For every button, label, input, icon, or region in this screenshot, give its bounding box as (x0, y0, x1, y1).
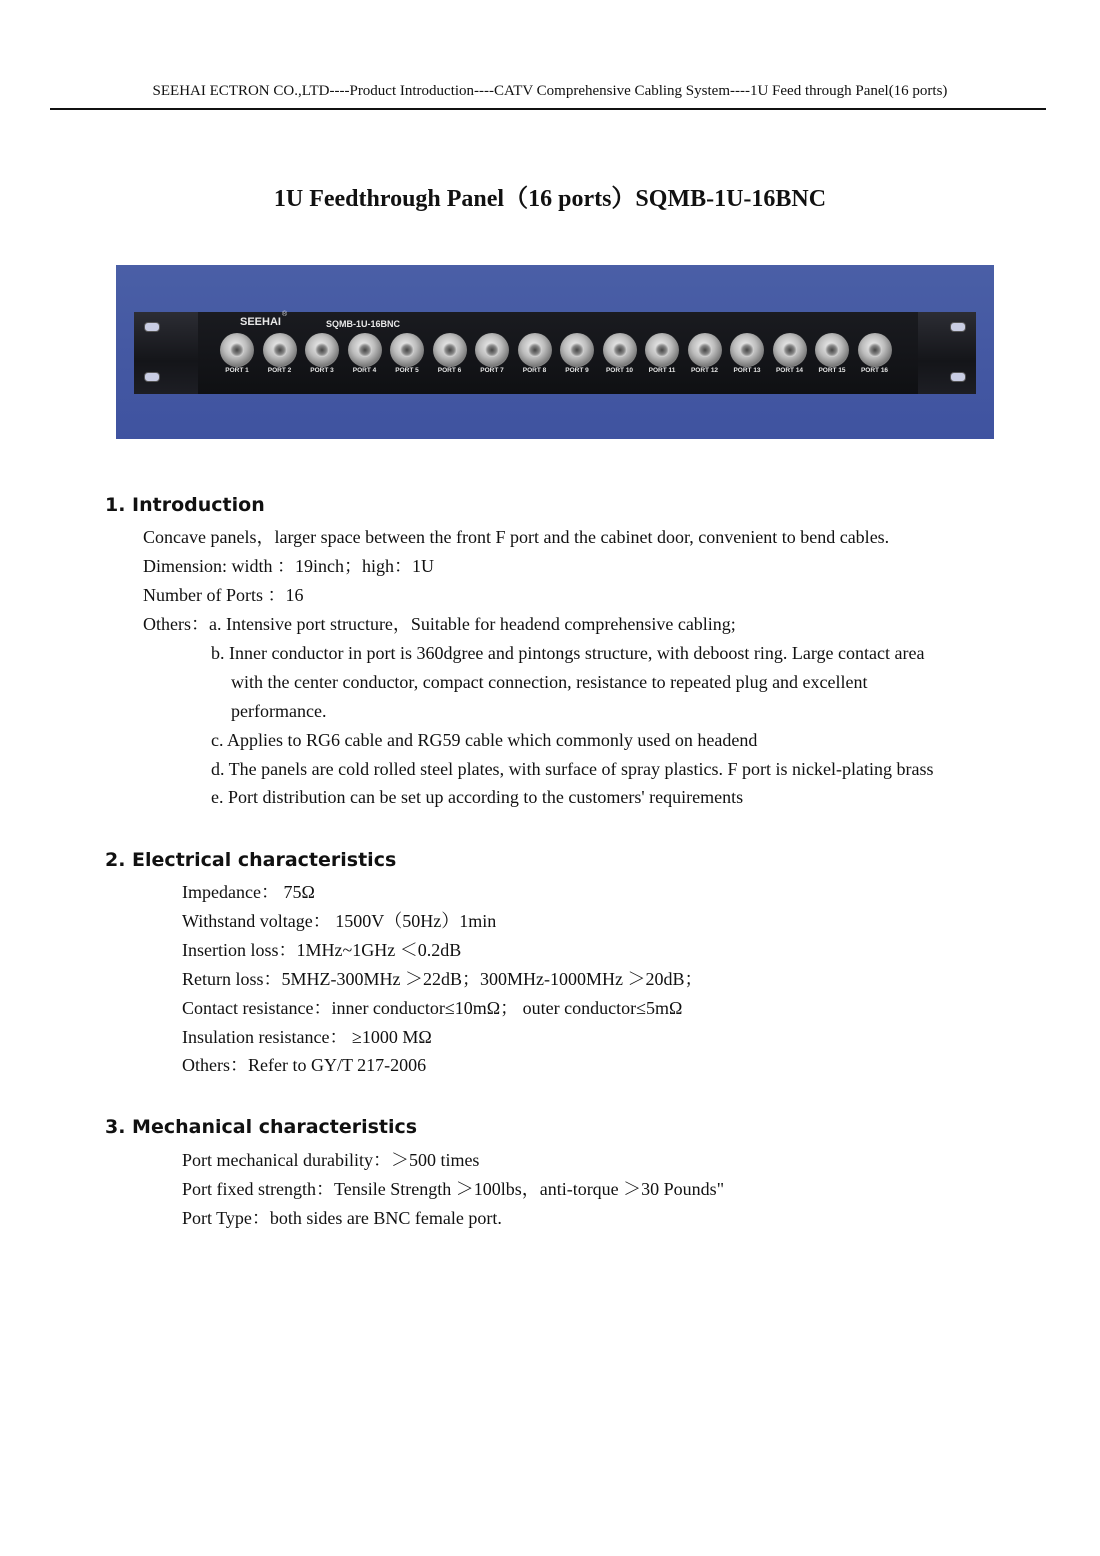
bnc-port-icon (518, 333, 552, 367)
body-line: Contact resistance：inner conductor≤10mΩ； outer conductor≤5mΩ (182, 998, 683, 1018)
body-line: Port fixed strength：Tensile Strength ＞100lbs，anti-torque ＞30 Pounds" (182, 1179, 725, 1199)
port-label: PORT 3 (310, 367, 334, 374)
bnc-port-icon (730, 333, 764, 367)
bnc-port-icon (433, 333, 467, 367)
port-label: PORT 1 (225, 367, 249, 374)
bnc-port-icon (858, 333, 892, 367)
body-line: Return loss：5MHZ-300MHz ＞22dB；300MHz-1000MHz ＞20dB； (182, 969, 703, 989)
port-label: PORT 9 (565, 367, 589, 374)
section-heading-introduction: 1. Introduction (105, 494, 265, 516)
body-line: Withstand voltage： 1500V（50Hz）1min (182, 911, 497, 931)
port-label: PORT 14 (775, 367, 804, 374)
port-label: PORT 4 (352, 367, 377, 374)
bnc-port-icon (305, 333, 339, 367)
port-label: PORT 13 (733, 367, 761, 374)
body-line: Port Type：both sides are BNC female port. (182, 1208, 502, 1228)
registered-mark: ® (282, 311, 288, 318)
bnc-port-icon (815, 333, 849, 367)
product-photo (116, 265, 994, 439)
port-label: PORT 7 (480, 367, 504, 374)
bnc-port-icon (475, 333, 509, 367)
port-label: PORT 10 (605, 367, 634, 374)
body-line: Port mechanical durability：＞500 times (182, 1150, 480, 1170)
body-line: e. Port distribution can be set up according to the customers' requirements (211, 787, 744, 807)
page-title: 1U Feedthrough Panel（16 ports）SQMB-1U-16BNC (273, 186, 827, 212)
section-heading-mechanical: 3. Mechanical characteristics (105, 1116, 418, 1138)
body-line: Dimension: width ：19inch；high：1U (143, 556, 434, 576)
port-label: PORT 11 (648, 367, 676, 374)
bnc-port-icon (263, 333, 297, 367)
bnc-port-icon (645, 333, 679, 367)
body-line: Insulation resistance： ≥1000 MΩ (182, 1027, 432, 1047)
bnc-port-icon (390, 333, 424, 367)
body-line: b. Inner conductor in port is 360dgree and pintongs structure, with deboost ring. Large contact area (211, 643, 925, 663)
port-label: PORT 5 (395, 367, 419, 374)
bnc-port-icon (603, 333, 637, 367)
bnc-port-icon (688, 333, 722, 367)
body-line: Insertion loss：1MHz~1GHz ＜0.2dB (182, 940, 462, 960)
port-label: PORT 12 (690, 367, 719, 374)
running-header: SEEHAI ECTRON CO.,LTD----Product Introduction----CATV Comprehensive Cabling System----1U Feed through Panel(16 ports) (152, 83, 948, 99)
port-label: PORT 8 (522, 367, 547, 374)
bnc-port-icon (773, 333, 807, 367)
mount-hole (144, 372, 160, 382)
brand-label: SEEHAI (240, 316, 281, 328)
mount-hole (144, 322, 160, 332)
body-line: Others：Refer to GY/T 217-2006 (182, 1055, 427, 1075)
header-rule (50, 108, 1046, 110)
port-label: PORT 16 (860, 367, 889, 374)
section-heading-electrical: 2. Electrical characteristics (105, 849, 397, 871)
port-label: PORT 15 (818, 367, 846, 374)
body-line: with the center conductor, compact connection, resistance to repeated plug and excellent (231, 672, 868, 692)
body-line: performance. (231, 701, 327, 721)
body-line: Number of Ports ：16 (143, 585, 304, 605)
body-line: d. The panels are cold rolled steel plates, with surface of spray plastics. F port is nickel-plating brass (211, 759, 934, 779)
mount-hole (950, 322, 966, 332)
body-line: c. Applies to RG6 cable and RG59 cable which commonly used on headend (211, 730, 758, 750)
port-label: PORT 2 (267, 367, 292, 374)
body-line: Impedance： 75Ω (182, 882, 315, 902)
bnc-port-icon (220, 333, 254, 367)
body-line: Others：a. Intensive port structure，Suitable for headend comprehensive cabling; (143, 614, 736, 634)
bnc-port-icon (348, 333, 382, 367)
body-line: Concave panels，larger space between the front F port and the cabinet door, convenient to bend cables. (143, 527, 890, 547)
bnc-port-icon (560, 333, 594, 367)
port-label: PORT 6 (437, 367, 462, 374)
model-label: SQMB-1U-16BNC (326, 319, 401, 329)
mount-hole (950, 372, 966, 382)
